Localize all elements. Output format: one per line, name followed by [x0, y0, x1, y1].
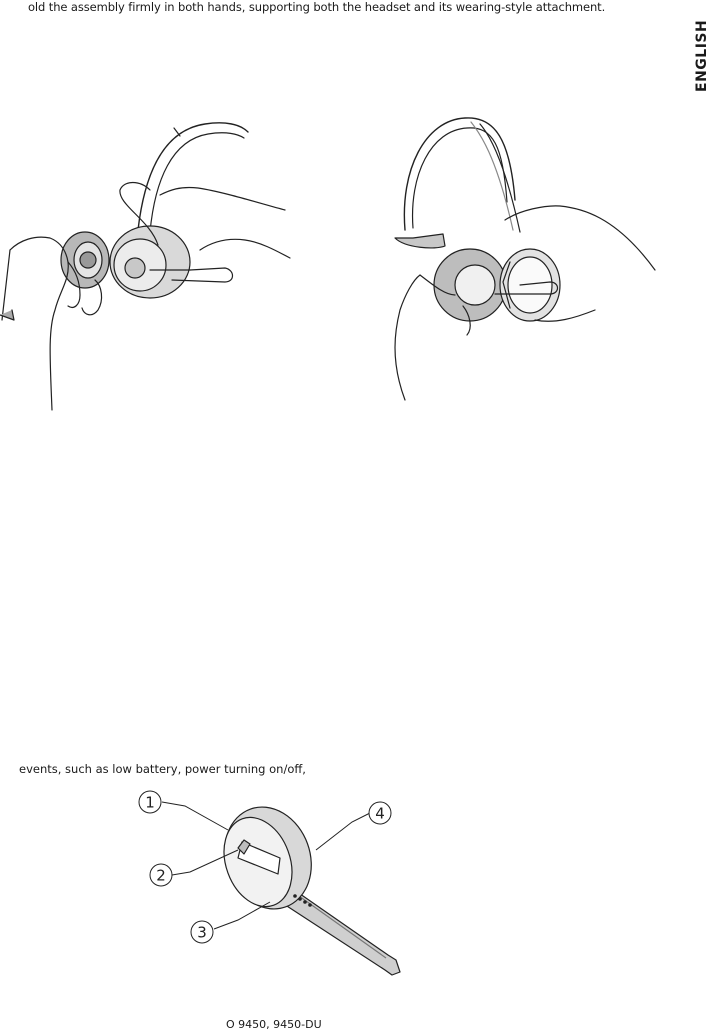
headset-parts-diagram	[130, 780, 420, 985]
callout-label-3: 3	[197, 923, 207, 942]
callout-label-2: 2	[156, 866, 166, 885]
instruction-text: old the assembly firmly in both hands, supporting both the headset and its wearing-style attachment.	[28, 0, 606, 14]
headset-illustration-left	[0, 110, 300, 420]
callout-label-4: 4	[375, 804, 385, 823]
figure-caption: O 9450, 9450-DU	[226, 1018, 322, 1031]
callout-3	[191, 921, 213, 943]
callout-1	[139, 791, 161, 813]
callout-4	[369, 802, 391, 824]
callout-2	[150, 864, 172, 886]
callout-label-1: 1	[145, 793, 155, 812]
events-text: events, such as low battery, power turning on/off,	[19, 762, 306, 776]
language-tab: ENGLISH	[694, 19, 710, 92]
headset-illustration-right	[385, 110, 685, 420]
